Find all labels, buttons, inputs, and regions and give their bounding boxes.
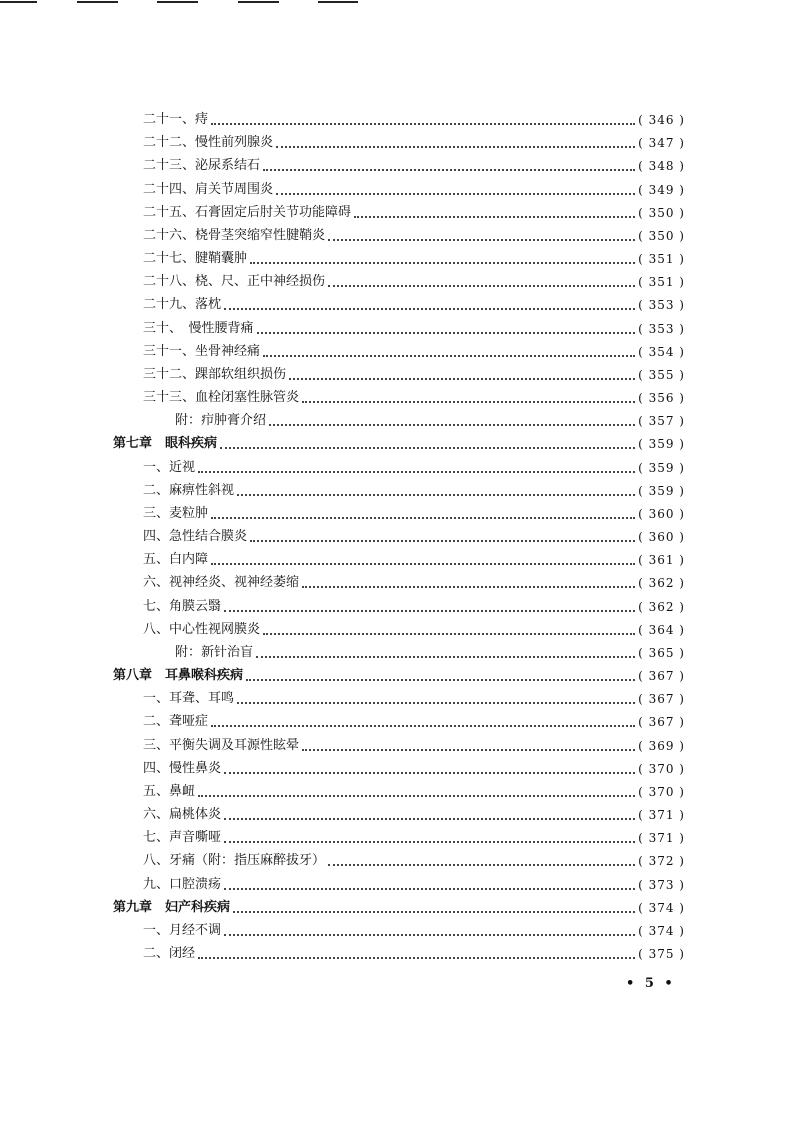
entry-title: 六、视神经炎、视神经萎缩 [143,575,300,591]
dot-leader [302,401,635,403]
entry-title: 二、闭经 [143,946,196,962]
dot-leader [256,656,635,658]
dot-leader [211,725,635,727]
dot-leader [198,795,635,797]
toc-entry [143,921,685,941]
dot-leader [198,957,635,959]
entry-title: 附：新针治盲 [175,644,254,660]
entry-page: ( 361 ) [638,553,685,568]
entry-title: 四、急性结合膜炎 [143,529,248,545]
toc-entry [143,388,685,408]
toc-entry [143,620,685,640]
page-number: • 5 • [626,976,676,991]
toc-entry [143,226,685,246]
entry-title: 二十四、肩关节周围炎 [143,181,274,197]
toc-chapter-entry [113,666,685,686]
toc-entry [143,851,685,871]
dot-leader [237,702,635,704]
entry-page: ( 362 ) [638,599,685,614]
toc-entry [143,133,685,153]
entry-page: ( 359 ) [638,460,685,475]
entry-page: ( 372 ) [638,854,685,869]
entry-title: 三十、 慢性腰背痛 [143,320,254,336]
entry-page: ( 373 ) [638,877,685,892]
toc-entry [143,365,685,385]
entry-page: ( 367 ) [638,692,685,707]
dot-leader [263,633,635,635]
entry-title: 二十二、慢性前列腺炎 [143,135,274,151]
entry-title: 二十五、石膏固定后肘关节功能障碍 [143,204,352,220]
entry-page: ( 360 ) [638,506,685,521]
entry-page: ( 353 ) [638,298,685,313]
entry-page: ( 359 ) [638,483,685,498]
entry-title: 附：疖肿膏介绍 [175,413,267,429]
dot-leader [250,540,635,542]
entry-page: ( 347 ) [638,136,685,151]
toc-chapter-entry [113,898,685,918]
entry-title: 七、声音嘶哑 [143,830,222,846]
toc-entry [175,411,685,431]
dot-leader [276,146,635,148]
toc-entry [175,643,685,663]
entry-title: 二、聋哑症 [143,714,209,730]
entry-title: 八、牙痛（附：指压麻醉拔牙） [143,853,326,869]
dot-leader [233,911,635,913]
toc-entry [143,319,685,339]
entry-page: ( 355 ) [638,367,685,382]
entry-title: 三、平衡失调及耳源性眩晕 [143,737,300,753]
entry-page: ( 367 ) [638,715,685,730]
dot-leader [263,355,635,357]
dot-leader [354,216,635,218]
toc-entry [143,156,685,176]
entry-page: ( 348 ) [638,159,685,174]
toc-entry [143,180,685,200]
entry-page: ( 351 ) [638,252,685,267]
dot-leader [302,749,635,751]
entry-title: 三十二、踝部软组织损伤 [143,366,287,382]
toc-entry [143,597,685,617]
entry-page: ( 353 ) [638,321,685,336]
entry-title: 二、麻痹性斜视 [143,482,235,498]
entry-title: 六、扁桃体炎 [143,807,222,823]
toc-entry [143,736,685,756]
entry-title: 第八章 耳鼻喉科疾病 [113,668,244,684]
entry-page: ( 370 ) [638,761,685,776]
dot-leader [224,934,635,936]
dot-leader [250,262,635,264]
entry-page: ( 374 ) [638,923,685,938]
entry-title: 一、月经不调 [143,922,222,938]
dot-leader [224,818,635,820]
entry-page: ( 371 ) [638,808,685,823]
entry-title: 三十一、坐骨神经痛 [143,343,261,359]
toc-entry [143,828,685,848]
entry-page: ( 349 ) [638,182,685,197]
toc-entry [143,712,685,732]
entry-page: ( 374 ) [638,900,685,915]
entry-page: ( 356 ) [638,391,685,406]
toc-entry [143,504,685,524]
entry-page: ( 364 ) [638,622,685,637]
entry-page: ( 351 ) [638,275,685,290]
dot-leader [224,888,635,890]
toc-entry [143,805,685,825]
entry-title: 八、中心性视网膜炎 [143,621,261,637]
entry-title: 五、鼻衄 [143,783,196,799]
entry-page: ( 369 ) [638,738,685,753]
top-rule [318,1,358,3]
toc-entry [143,527,685,547]
dot-leader [302,586,635,588]
entry-page: ( 371 ) [638,831,685,846]
entry-page: ( 359 ) [638,437,685,452]
dot-leader [237,494,635,496]
dot-leader [211,563,635,565]
entry-page: ( 354 ) [638,344,685,359]
toc-entry [143,203,685,223]
dot-leader [257,332,636,334]
entry-title: 一、耳聋、耳鸣 [143,691,235,707]
toc-entry [143,481,685,501]
entry-title: 第七章 眼科疾病 [113,436,218,452]
entry-page: ( 350 ) [638,228,685,243]
toc-entry [143,458,685,478]
toc-entry [143,689,685,709]
dot-leader [224,610,635,612]
entry-title: 二十三、泌尿系结石 [143,158,261,174]
entry-page: ( 350 ) [638,205,685,220]
toc-entry [143,295,685,315]
toc-entry [143,249,685,269]
entry-page: ( 346 ) [638,113,685,127]
dot-leader [224,772,635,774]
toc-entry [143,759,685,779]
top-rule [238,1,279,3]
entry-title: 二十六、桡骨茎突缩窄性腱鞘炎 [143,227,326,243]
entry-page: ( 367 ) [638,669,685,684]
dot-leader [269,424,635,426]
dot-leader [198,471,635,473]
entry-page: ( 365 ) [638,645,685,660]
toc-entry [143,944,685,964]
toc-entry [143,272,685,292]
entry-page: ( 357 ) [638,414,685,429]
dot-leader [328,239,635,241]
entry-title: 二十一、痔 [143,112,209,127]
toc-entry [143,782,685,802]
dot-leader [220,447,635,449]
entry-page: ( 375 ) [638,947,685,962]
toc-chapter-entry [113,434,685,454]
dot-leader [276,193,635,195]
entry-title: 五、白内障 [143,552,209,568]
toc-entry [143,573,685,593]
dot-leader [289,378,635,380]
dot-leader [246,679,635,681]
toc-entry [143,342,685,362]
entry-page: ( 362 ) [638,576,685,591]
entry-title: 第九章 妇产科疾病 [113,899,231,915]
toc-entry [143,875,685,895]
entry-page: ( 360 ) [638,530,685,545]
entry-title: 三、麦粒肿 [143,505,209,521]
dot-leader [211,517,635,519]
entry-title: 三十三、血栓闭塞性脉管炎 [143,390,300,406]
dot-leader [328,285,635,287]
toc-entry [143,550,685,570]
dot-leader [211,123,635,125]
top-rule [157,1,198,3]
entry-page: ( 370 ) [638,784,685,799]
entry-title: 一、近视 [143,459,196,475]
dot-leader [263,169,635,171]
top-rule [77,1,118,3]
entry-title: 七、角膜云翳 [143,598,222,614]
dot-leader [224,308,635,310]
entry-title: 二十七、腱鞘囊肿 [143,251,248,267]
dot-leader [328,864,635,866]
entry-title: 二十八、桡、尺、正中神经损伤 [143,274,326,290]
entry-title: 九、口腔溃疡 [143,876,222,892]
entry-title: 二十九、落枕 [143,297,222,313]
dot-leader [224,841,635,843]
top-rule [0,1,37,3]
entry-title: 四、慢性鼻炎 [143,760,222,776]
toc-entry [143,110,685,130]
